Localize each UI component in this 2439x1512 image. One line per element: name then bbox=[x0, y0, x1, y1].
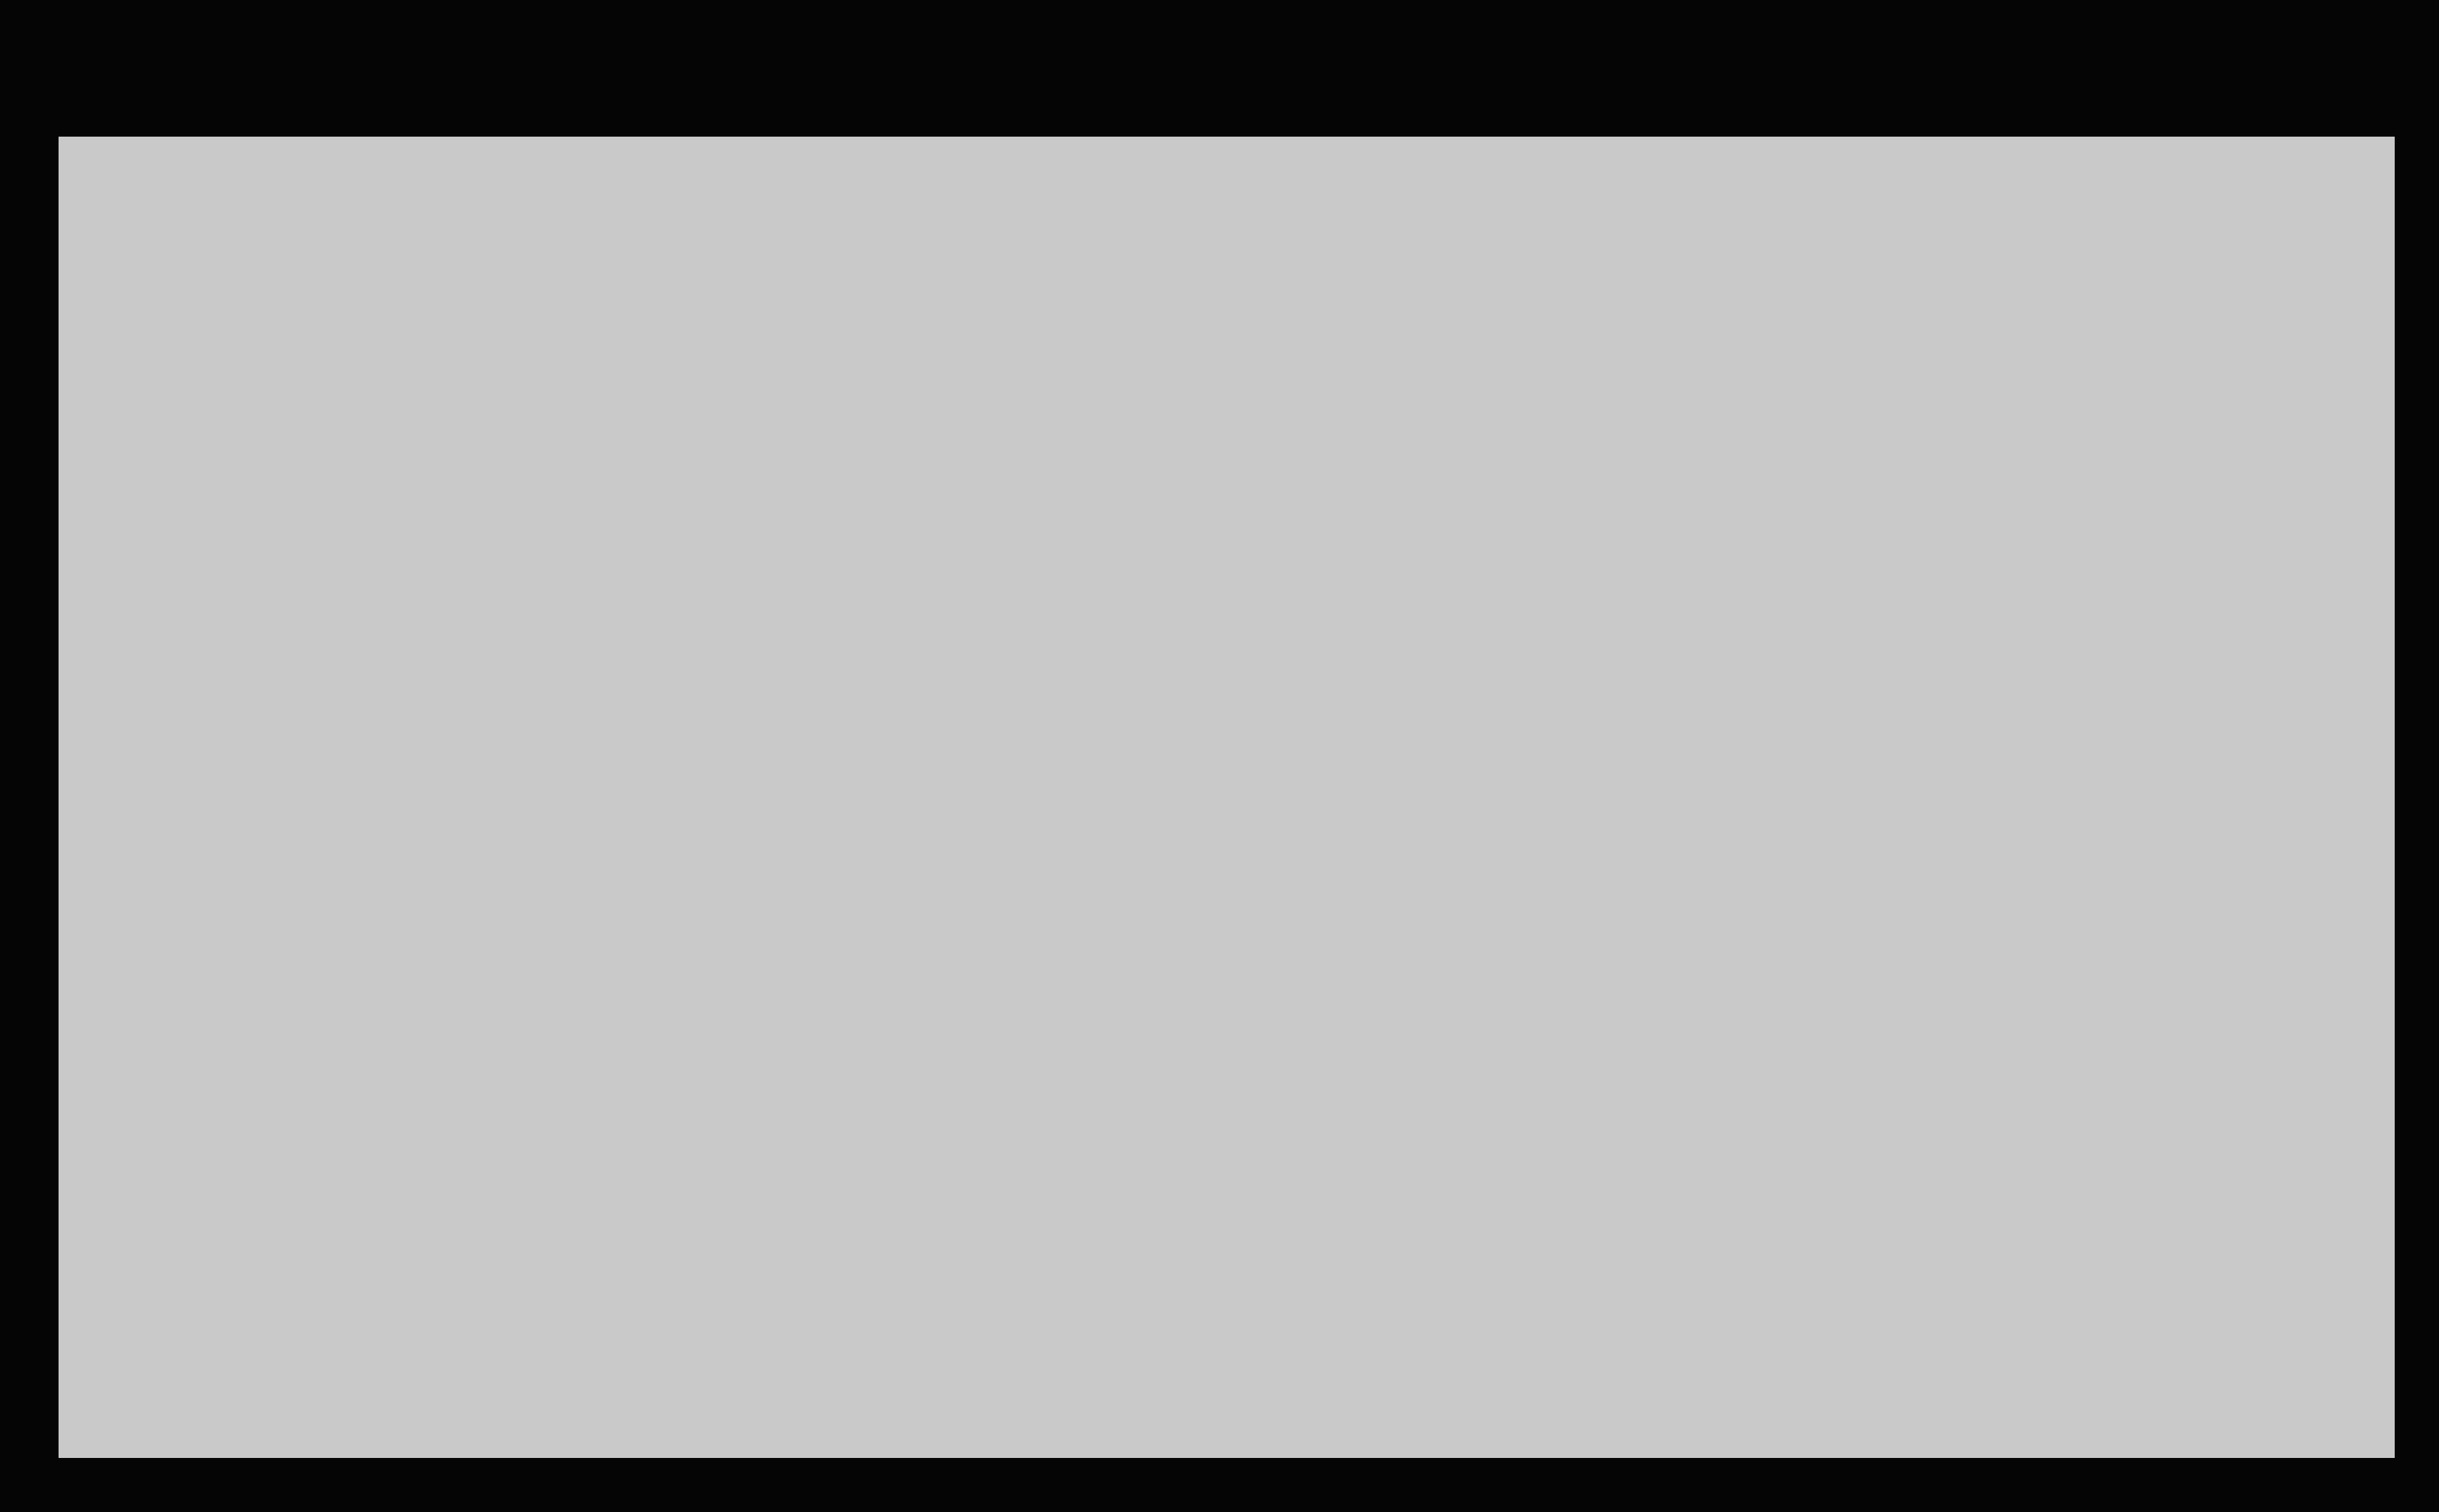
census-card-form bbox=[59, 137, 2395, 1458]
census-card-sheet bbox=[59, 137, 2395, 1458]
